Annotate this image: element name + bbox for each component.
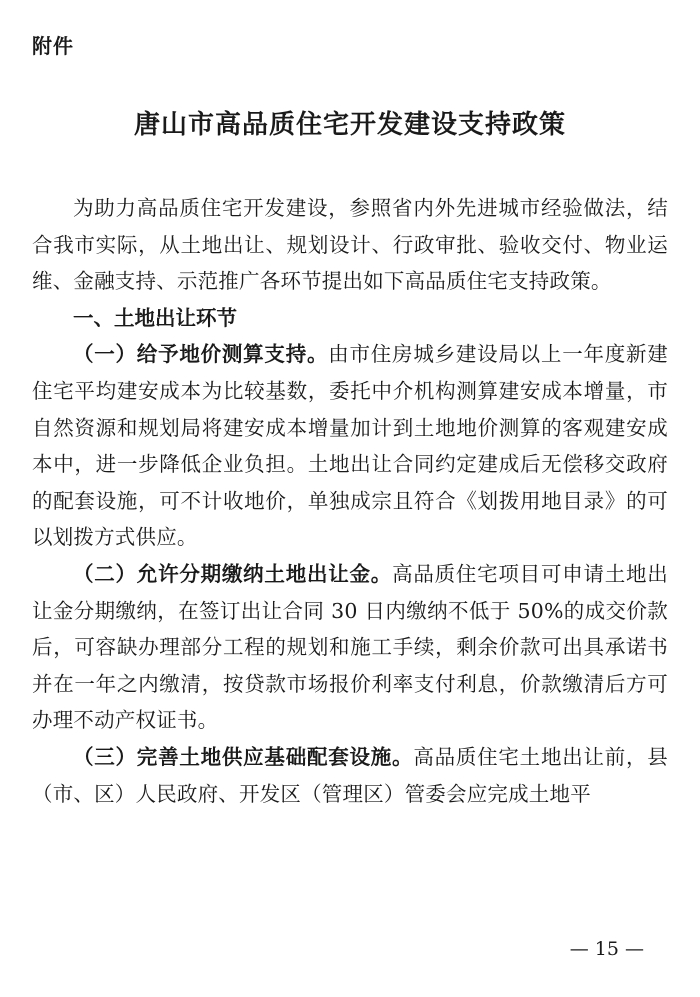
document-title: 唐山市高品质住宅开发建设支持政策 (133, 110, 566, 140)
policy-item-2-text: 高品质住宅项目可申请土地出让金分期缴纳，在签订出让合同 30 日内缴纳不低于 50%的成交价款后，可容缺办理部分工程的规划和施工手续，剩余价款可出具承诺书并在一年之内缴清，按贷款市场报价利率支付利息，价款缴清后方可办理不动产权证书。 (32, 561, 669, 733)
policy-item-1-text: 由市住房城乡建设局以上一年度新建住宅平均建安成本为比较基数，委托中介机构测算建安成本增量，市自然资源和规划局将建安成本增量加计到土地地价测算的客观建安成本中，进一步降低企业负担。土地出让合同约定建成后无偿移交政府的配套设施，可不计收地价，单独成宗且符合《划拨用地目录》的可以划拨方式供应。 (32, 342, 668, 550)
policy-item-3-title: （三）完善土地供应基础配套设施。 (73, 744, 414, 769)
policy-item-3-text: 高品质住宅土地出让前，县（市、区）人民政府、开发区（管理区）管委会应完成土地平 (32, 744, 668, 806)
policy-item-2 (32, 556, 668, 739)
page-number: — 15 — (569, 938, 644, 960)
section-heading-land-transfer: 一、土地出让环节 (73, 305, 237, 330)
intro-paragraph: 为助力高品质住宅开发建设，参照省内外先进城市经验做法，结合我市实际，从土地出让、规划设计、行政审批、验收交付、物业运维、金融支持、示范推广各环节提出如下高品质住宅支持政策。 (32, 196, 668, 294)
policy-item-1-title: （一）给予地价测算支持。 (73, 342, 329, 367)
policy-item-1 (32, 336, 668, 556)
document-body (32, 190, 668, 812)
attachment-label: 附件 (32, 34, 74, 58)
policy-item-2-title: （二）允许分期缴纳土地出让金。 (73, 561, 393, 586)
policy-item-3 (32, 739, 668, 812)
